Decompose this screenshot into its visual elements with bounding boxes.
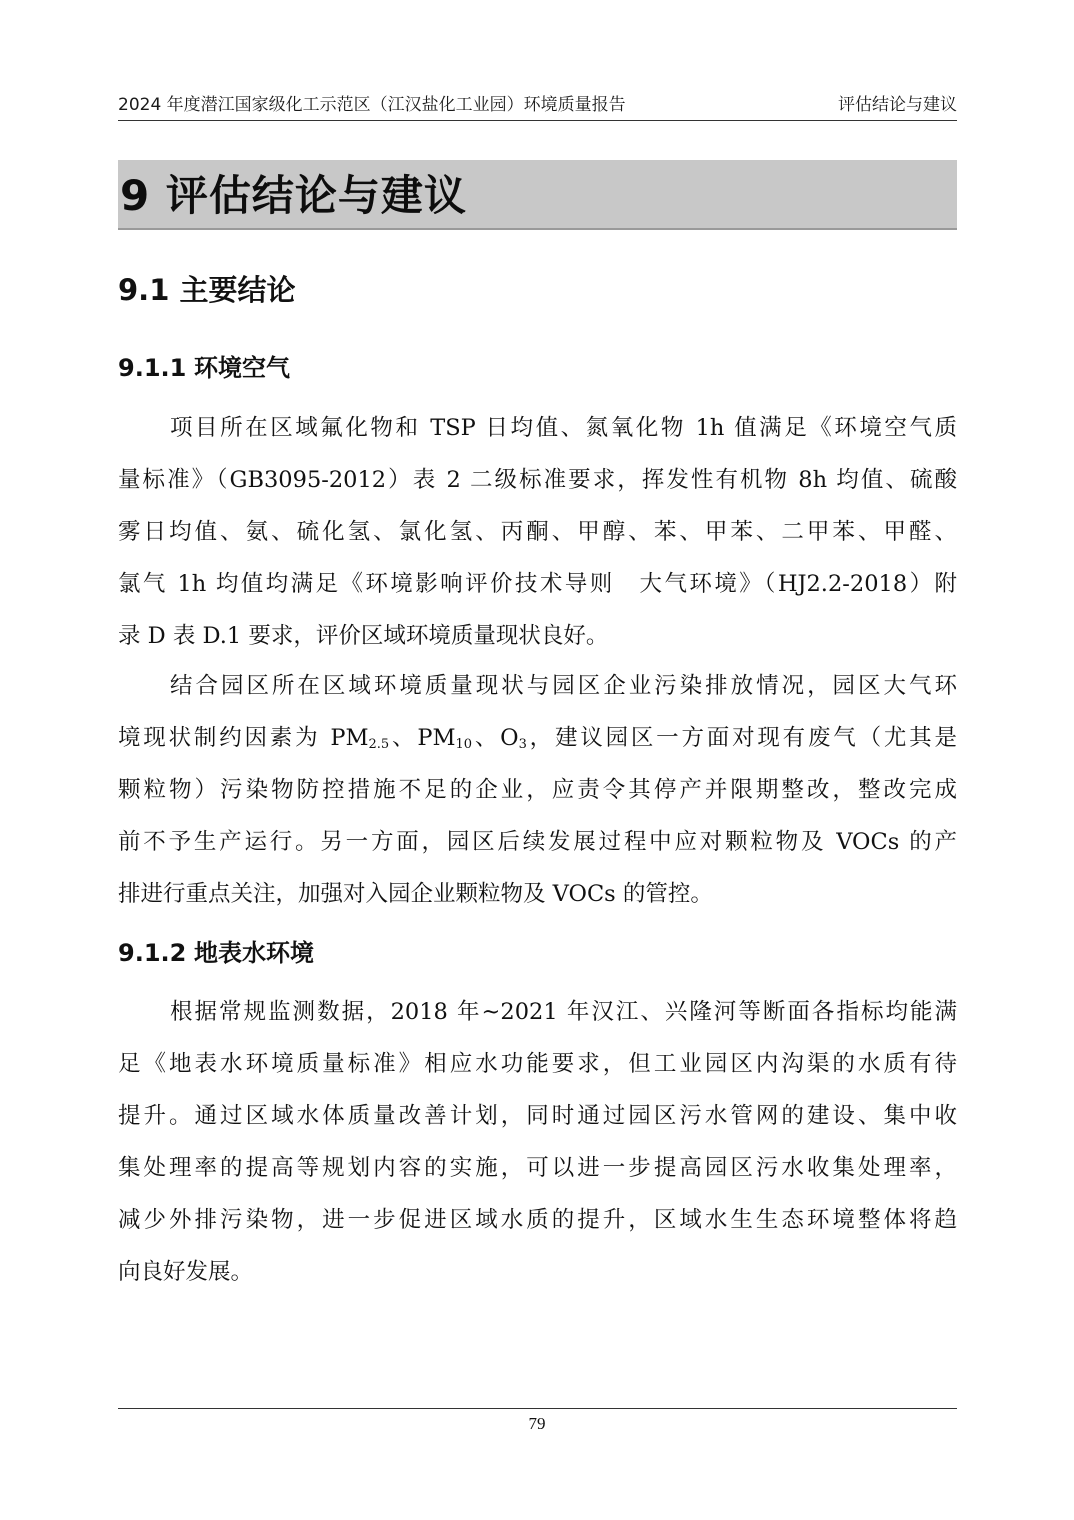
subsection-title: 环境空气 <box>194 354 290 382</box>
text-line: 结合园区所在区域环境质量现状与园区企业污染排放情况，园区大气环 <box>170 673 957 699</box>
report-title: 2024 年度潜江国家级化工示范区（江汉盐化工业园）环境质量报告 <box>118 95 626 115</box>
subsection-title: 地表水环境 <box>194 939 314 967</box>
subsection-number: 9.1.2 <box>118 939 187 967</box>
subsection-heading-air <box>118 349 290 387</box>
chapter-title: 9 评估结论与建议 <box>120 171 467 220</box>
text-line: 量标准》（GB3095-2012）表 2 二级标准要求，挥发性有机物 8h 均值、硫酸 <box>118 467 957 493</box>
text-line: 氯气 1h 均值均满足《环境影响评价技术导则 大气环境》（HJ2.2-2018）附 <box>118 571 957 597</box>
text-line: 前不予生产运行。另一方面，园区后续发展过程中应对颗粒物及 VOCs 的产 <box>118 829 957 855</box>
text-line: 排进行重点关注，加强对入园企业颗粒物及 VOCs 的管控。 <box>118 881 713 907</box>
text-line: 提升。通过区域水体质量改善计划，同时通过园区污水管网的建设、集中收 <box>118 1103 957 1129</box>
subsection-heading-water <box>118 934 314 972</box>
chapter-name: 评估结论与建议 <box>838 95 957 115</box>
text-line: 集处理率的提高等规划内容的实施，可以进一步提高园区污水收集处理率， <box>118 1155 957 1181</box>
text-line: 足《地表水环境质量标准》相应水功能要求，但工业园区内沟渠的水质有待 <box>118 1051 957 1077</box>
text-line: 颗粒物）污染物防控措施不足的企业，应责令其停产并限期整改，整改完成 <box>118 777 957 803</box>
text-line: 减少外排污染物，进一步促进区域水质的提升，区域水生生态环境整体将趋 <box>118 1207 957 1233</box>
page-number: 79 <box>528 1414 546 1433</box>
header-divider <box>118 120 957 121</box>
footer-divider <box>118 1408 957 1409</box>
text-line: 雾日均值、氨、硫化氢、氯化氢、丙酮、甲醇、苯、甲苯、二甲苯、甲醛、 <box>118 519 957 545</box>
text-line: 项目所在区域氟化物和 TSP 日均值、氮氧化物 1h 值满足《环境空气质 <box>170 415 957 441</box>
section-heading: 9.1 主要结论 <box>118 273 296 307</box>
text-line-pollutants: 境现状制约因素为 $PM_{2.5}$、$PM_{10}$、$O_3$，建议园区一方面对现有废气（尤其是 <box>118 725 957 752</box>
subsection-number: 9.1.1 <box>118 354 187 382</box>
text-line: 向良好发展。 <box>118 1259 254 1285</box>
running-header <box>118 92 957 118</box>
text-line: 录 D 表 D.1 要求，评价区域环境质量现状良好。 <box>118 623 609 649</box>
text-line: 根据常规监测数据，2018 年~2021 年汉江、兴隆河等断面各指标均能满 <box>170 999 957 1025</box>
